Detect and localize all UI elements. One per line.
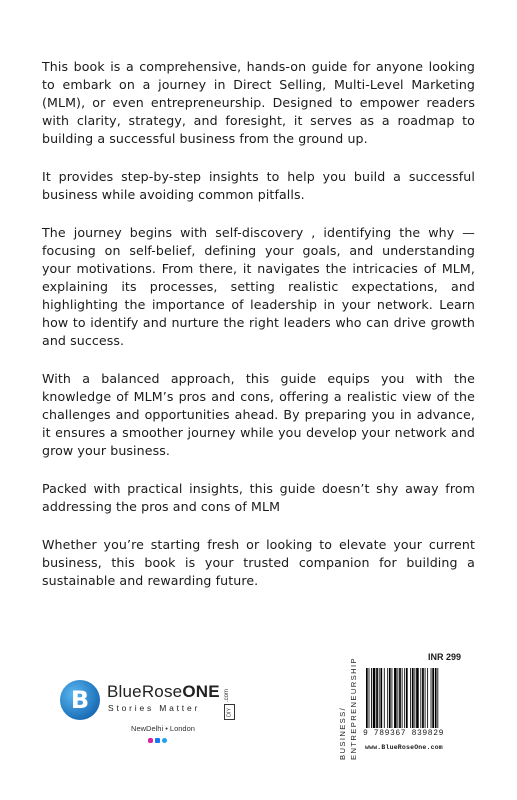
barcode-bar xyxy=(425,668,426,728)
brand-diy: DIY xyxy=(224,704,235,720)
barcode-bar xyxy=(404,668,405,728)
barcode-bar xyxy=(412,668,414,728)
publisher-tagline: Stories Matter xyxy=(108,703,201,713)
barcode-bar xyxy=(420,668,421,728)
barcode-bar xyxy=(379,668,380,728)
publisher-website: www.BlueRoseOne.com xyxy=(365,744,443,751)
blurb-paragraph-3: The journey begins with self-discovery , identifying the why —focusing on self-belief, defining your goals, and understanding your motivations. From there, it navigates the intricacies of MLM, explaining its processes, setting realistic expectations, and highlighting the importance of leadership in your network. Learn how to identify and nurture the right leaders who can drive growth and success. xyxy=(42,225,475,348)
barcode-bar xyxy=(389,668,391,728)
category-line-2: ENTREPRENEURSHIP xyxy=(349,657,358,760)
isbn-barcode xyxy=(366,668,466,728)
barcode-bar xyxy=(373,668,376,728)
publisher-logo xyxy=(60,680,250,760)
blurb-paragraph-4: With a balanced approach, this guide equips you with the knowledge of MLM’s pros and cons, offering a realistic view of the challenges and opportunities ahead. By preparing you in advance, it ensures a smoother journey while you develop your network and grow your business. xyxy=(42,371,475,458)
price-label: INR 299 xyxy=(428,652,462,662)
brand-dotcom: .com xyxy=(224,688,230,702)
barcode-bar xyxy=(432,668,434,728)
barcode-bar xyxy=(376,668,378,728)
social-icons xyxy=(148,738,167,743)
barcode-bar xyxy=(427,668,428,728)
twitter-icon xyxy=(162,738,167,743)
barcode-bar xyxy=(369,668,370,728)
brand-main: BlueRose xyxy=(107,682,183,701)
barcode-bar xyxy=(366,668,368,728)
category-line-1: BUSINESS/ xyxy=(338,706,347,760)
barcode-bar xyxy=(380,668,382,728)
barcode-bar xyxy=(410,668,411,728)
barcode-bar xyxy=(435,668,437,728)
instagram-icon xyxy=(148,738,153,743)
blurb-paragraph-6: Whether you’re starting fresh or looking to elevate your current business, this book is your trusted companion for building a sustainable and rewarding future. xyxy=(42,537,475,588)
barcode-bar xyxy=(397,668,398,728)
blurb-paragraph-2: It provides step-by-step insights to help you build a successful business while avoiding common pitfalls. xyxy=(42,169,475,202)
barcode-bar xyxy=(416,668,419,728)
barcode-bar xyxy=(371,668,372,728)
isbn-number: 9 789367 839829 xyxy=(363,729,445,738)
brand-one: ONE xyxy=(182,682,220,701)
facebook-icon xyxy=(155,738,160,743)
blurb-paragraph-5: Packed with practical insights, this guide doesn’t shy away from addressing the pros and cons of MLM xyxy=(42,481,475,514)
barcode-bar xyxy=(431,668,432,728)
barcode-bar xyxy=(394,668,397,728)
barcode-bar xyxy=(387,668,388,728)
barcode-bar xyxy=(406,668,408,728)
barcode-bar xyxy=(414,668,415,728)
barcode-bar xyxy=(399,668,401,728)
publisher-name xyxy=(107,682,220,702)
bluerose-logo-icon xyxy=(60,680,100,720)
barcode-bar xyxy=(422,668,424,728)
barcode-bar xyxy=(437,668,438,728)
blurb-paragraph-1: This book is a comprehensive, hands-on guide for anyone looking to embark on a journey in Direct Selling, Multi-Level Marketing (MLM), or even entrepreneurship. Designed to empower readers with clarity, strategy, and foresight, it serves as a roadmap to building a successful business from the ground up. xyxy=(42,59,475,146)
logo-letter: B xyxy=(70,686,90,714)
barcode-bar xyxy=(384,668,385,728)
barcode-bar xyxy=(402,668,403,728)
back-cover-blurb xyxy=(42,58,475,610)
publisher-cities: NewDelhi • London xyxy=(131,724,195,733)
book-category xyxy=(337,640,361,760)
barcode-bar xyxy=(392,668,393,728)
